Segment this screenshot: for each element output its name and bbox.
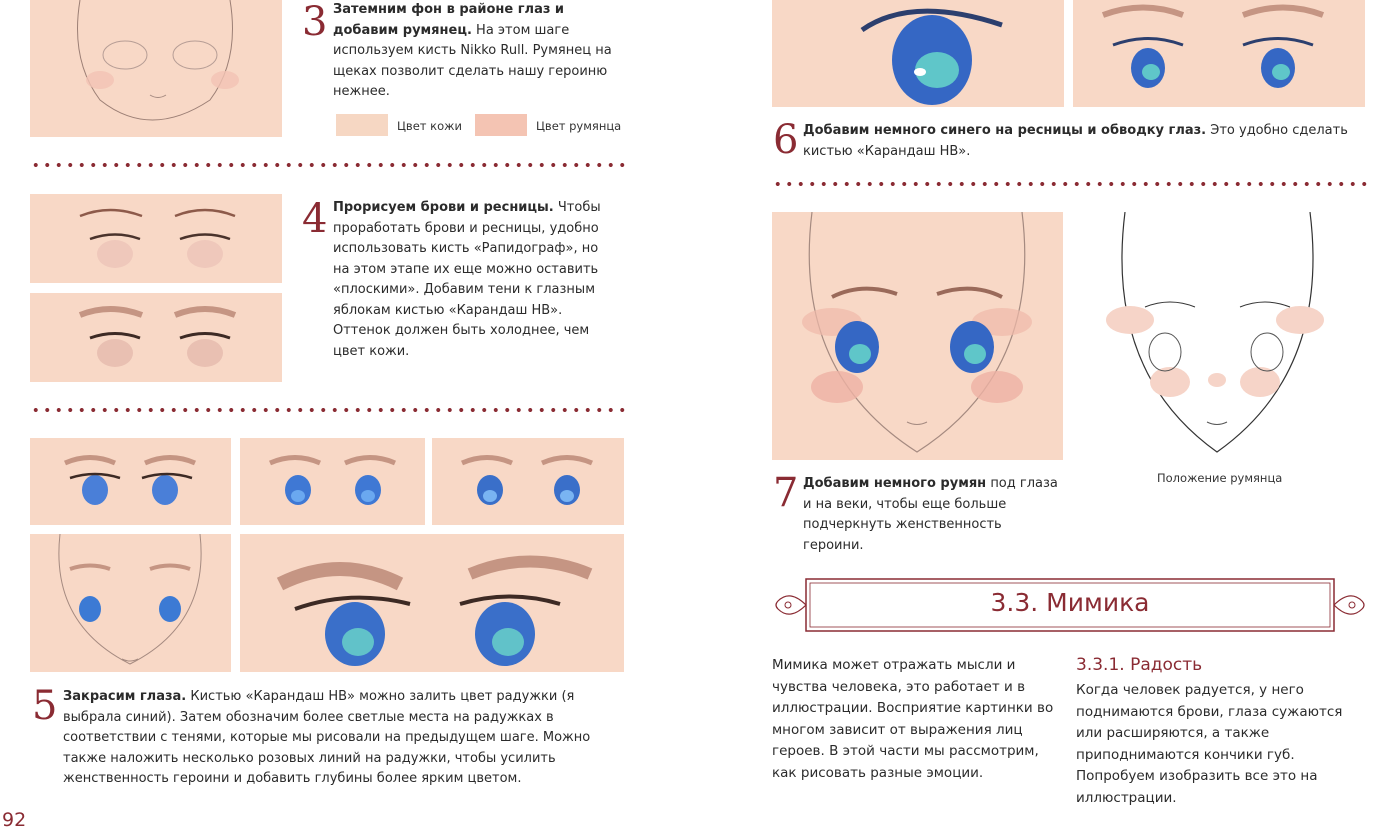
step5-body: Кистью «Карандаш НВ» можно залить цвет радужки (я выбрала синий). Затем обозначим более светлые места на радужках в соответствии с тенями, которые мы рисовали на предыдущем шаге. Можно также наложить несколько розовых линий на радужки, чтобы усилить женственность героини и добавить глубины более ярким цветом.: [63, 689, 591, 786]
step4-eyes-image-2: [30, 293, 282, 382]
step6-body: Это удобно сделать кистью «Карандаш НВ».: [803, 123, 1348, 159]
step5-eyes-image-2: [240, 438, 425, 525]
step5-number: 5: [32, 683, 58, 729]
step4-title: Прорисуем брови и ресницы.: [333, 200, 554, 215]
step7-number: 7: [773, 470, 799, 516]
section-title: 3.3. Мимика: [990, 588, 1150, 617]
step6-eye-closeup-image-1: [772, 0, 1064, 107]
step5-eyes-image-1: [30, 438, 231, 525]
section-intro: Мимика может отражать мысли и чувства человека, это работает и в иллюстрации. Восприятие картинки во многом зависит от выражения лиц героев. В этой части мы рассмотрим, как рисовать разные эмоции.: [772, 657, 1054, 781]
page-number: 92: [2, 809, 27, 831]
step7-text: [803, 474, 1063, 556]
divider-dots: [772, 182, 1368, 186]
step3-title: Затемним фон в районе глаз и добавим румянец.: [333, 2, 565, 38]
blush-color-swatch: [475, 114, 527, 136]
step7-body: под глаза и на веки, чтобы еще больше подчеркнуть женственность героини.: [803, 476, 1058, 553]
blush-position-caption: Положение румянца: [1157, 471, 1283, 485]
skin-color-label: Цвет кожи: [397, 119, 462, 133]
step6-title: Добавим немного синего на ресницы и обводку глаз.: [803, 123, 1207, 138]
step5-text: [63, 687, 623, 790]
step4-body: Чтобы проработать брови и ресницы, удобно использовать кисть «Рапидограф», но на этом этапе их еще можно оставить «плоскими». Добавим тени к глазным яблокам кистью «Карандаш НВ». Оттенок должен быть холоднее, чем цвет кожи.: [333, 200, 601, 359]
step6-number: 6: [773, 117, 799, 163]
step3-face-image: [30, 0, 282, 137]
subsection-title: 3.3.1. Радость: [1076, 655, 1203, 675]
step5-title: Закрасим глаза.: [63, 689, 187, 704]
step6-eye-closeup-image-2: [1073, 0, 1365, 107]
step3-number: 3: [302, 0, 328, 45]
divider-dots: [30, 408, 626, 412]
blush-color-label: Цвет румянца: [536, 119, 622, 133]
step7-title: Добавим немного румян: [803, 476, 987, 491]
step5-eyes-closeup-image: [240, 534, 624, 672]
step6-text: [803, 121, 1368, 162]
blush-position-diagram: [1095, 212, 1340, 462]
step4-number: 4: [302, 196, 328, 242]
step3-body: На этом шаге используем кисть Nikko Rull. Румянец на щеках позволит сделать нашу героиню нежнее.: [333, 22, 612, 99]
step3-text: [333, 0, 618, 103]
subsection-text: Когда человек радуется, у него поднимаются брови, глаза сужаются или расширяются, а также приподнимаются кончики губ. Попробуем изобразить все это на иллюстрации.: [1076, 682, 1343, 806]
skin-color-swatch: [336, 114, 388, 136]
step4-eyes-image-1: [30, 194, 282, 283]
step5-face-image: [30, 534, 231, 672]
step5-eyes-image-3: [432, 438, 624, 525]
divider-dots: [30, 163, 626, 167]
step4-text: [333, 198, 615, 362]
step7-face-image: [772, 212, 1063, 460]
